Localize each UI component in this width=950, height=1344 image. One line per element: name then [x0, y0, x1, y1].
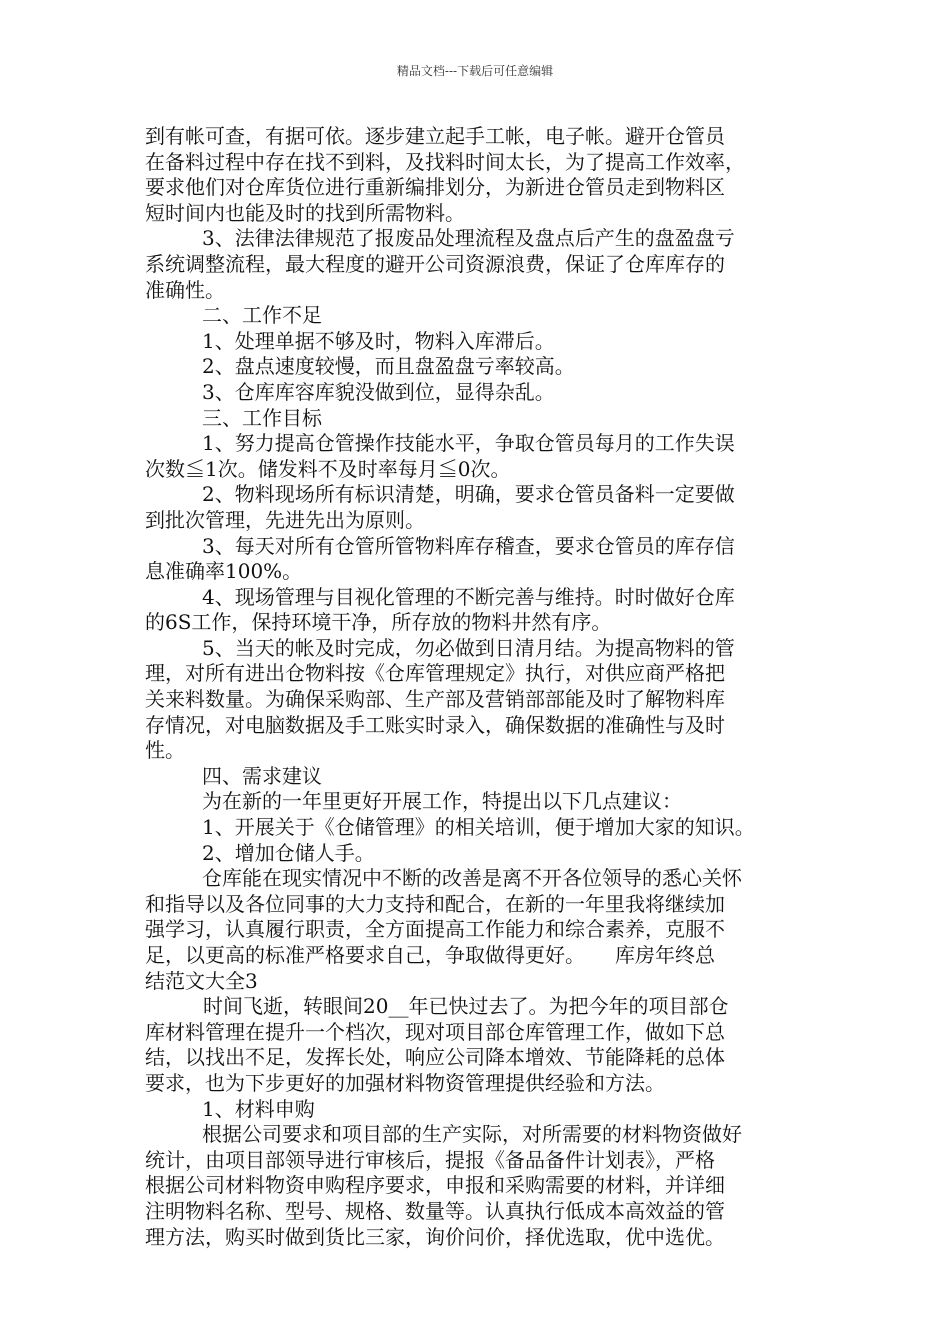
text-line: 短时间内也能及时的找到所需物料。: [145, 200, 465, 225]
text-line: 在备料过程中存在找不到料，及找料时间太长，为了提高工作效率，: [145, 149, 745, 174]
text-line: 准确性。: [145, 277, 225, 302]
text-line: 注明物料名称、型号、规格、数量等。认真执行低成本高效益的管: [145, 1198, 725, 1223]
text-line: 理，对所有进出仓物料按《仓库管理规定》执行，对供应商严格把: [145, 661, 725, 686]
text-line: 4、现场管理与目视化管理的不断完善与维持。时时做好仓库: [202, 584, 735, 609]
text-line: 3、法律法律规范了报废品处理流程及盘点后产生的盘盈盘亏: [202, 226, 735, 251]
text-line: 到有帐可查，有据可依。逐步建立起手工帐，电子帐。避开仓管员: [145, 124, 725, 148]
section-heading: 四、需求建议: [202, 763, 322, 788]
text-line: 次数≦1次。储发料不及时率每月≦0次。: [145, 456, 511, 481]
text-line: 要求，也为下步更好的加强材料物资管理提供经验和方法。: [145, 1070, 665, 1095]
text-line: 1、努力提高仓管操作技能水平，争取仓管员每月的工作失误: [202, 431, 735, 456]
text-line: 为在新的一年里更好开展工作，特提出以下几点建议：: [202, 789, 682, 814]
text-line: 时间飞逝，转眼间20__年已快过去了。为把今年的项目部仓: [203, 994, 729, 1019]
page-header: 精品文档---下载后可任意编辑: [396, 64, 554, 78]
text-line: 要求他们对仓库货位进行重新编排划分，为新进仓管员走到物料区: [145, 175, 725, 200]
text-line: 仓库能在现实情况中不断的改善是离不开各位领导的悉心关怀: [202, 866, 742, 891]
text-line: 息准确率100%。: [145, 559, 303, 584]
text-line: 关来料数量。为确保采购部、生产部及营销部部能及时了解物料库: [145, 687, 725, 712]
text-line: 到批次管理，先进先出为原则。: [145, 507, 425, 532]
text-line: 统计，由项目部领导进行审核后，提报《备品备件计划表》，严格: [145, 1147, 715, 1172]
text-line: 和指导以及各位同事的大力支持和配合，在新的一年里我将继续加: [145, 891, 725, 916]
section-heading: 1、材料申购: [202, 1096, 315, 1121]
text-line: 性。: [145, 738, 185, 763]
text-line: 2、盘点速度较慢，而且盘盈盘亏率较高。: [202, 354, 575, 379]
section-heading: 三、工作目标: [202, 405, 322, 430]
text-line: 2、物料现场所有标识清楚，明确，要求仓管员备料一定要做: [202, 482, 735, 507]
document-body: [145, 124, 815, 1250]
section-heading: 二、工作不足: [202, 303, 322, 328]
text-line: 结，以找出不足，发挥长处，响应公司降本增效、节能降耗的总体: [145, 1045, 725, 1070]
text-line: 存情况，对电脑数据及手工账实时录入，确保数据的准确性与及时: [145, 712, 725, 737]
text-line: 系统调整流程，最大程度的避开公司资源浪费，保证了仓库库存的: [145, 251, 725, 276]
text-line: 2、增加仓储人手。: [202, 840, 375, 865]
text-line: 3、每天对所有仓管所管物料库存稽查，要求仓管员的库存信: [202, 533, 735, 558]
text-line: 的6S工作，保持环境干净，所存放的物料井然有序。: [145, 610, 612, 635]
text-line: 足，以更高的标准严格要求自己，争取做得更好。 库房年终总: [145, 943, 715, 967]
text-line: 强学习，认真履行职责，全方面提高工作能力和综合素养，克服不: [145, 917, 725, 942]
text-line: 1、开展关于《仓储管理》的相关培训，便于增加大家的知识。: [202, 815, 755, 840]
text-line: 根据公司要求和项目部的生产实际，对所需要的材料物资做好: [202, 1122, 742, 1147]
text-line: 1、处理单据不够及时，物料入库滞后。: [202, 328, 555, 353]
text-line: 理方法，购买时做到货比三家，询价问价，择优选取，优中选优。: [145, 1224, 725, 1249]
text-line: 根据公司材料物资申购程序要求，申报和采购需要的材料，并详细: [145, 1173, 725, 1198]
text-line: 5、当天的帐及时完成，勿必做到日清月结。为提高物料的管: [202, 635, 735, 660]
text-line: 3、仓库库容库貌没做到位，显得杂乱。: [202, 379, 555, 404]
text-line: 库材料管理在提升一个档次，现对项目部仓库管理工作，做如下总: [145, 1019, 725, 1044]
text-line: 结范文大全3: [145, 968, 258, 993]
